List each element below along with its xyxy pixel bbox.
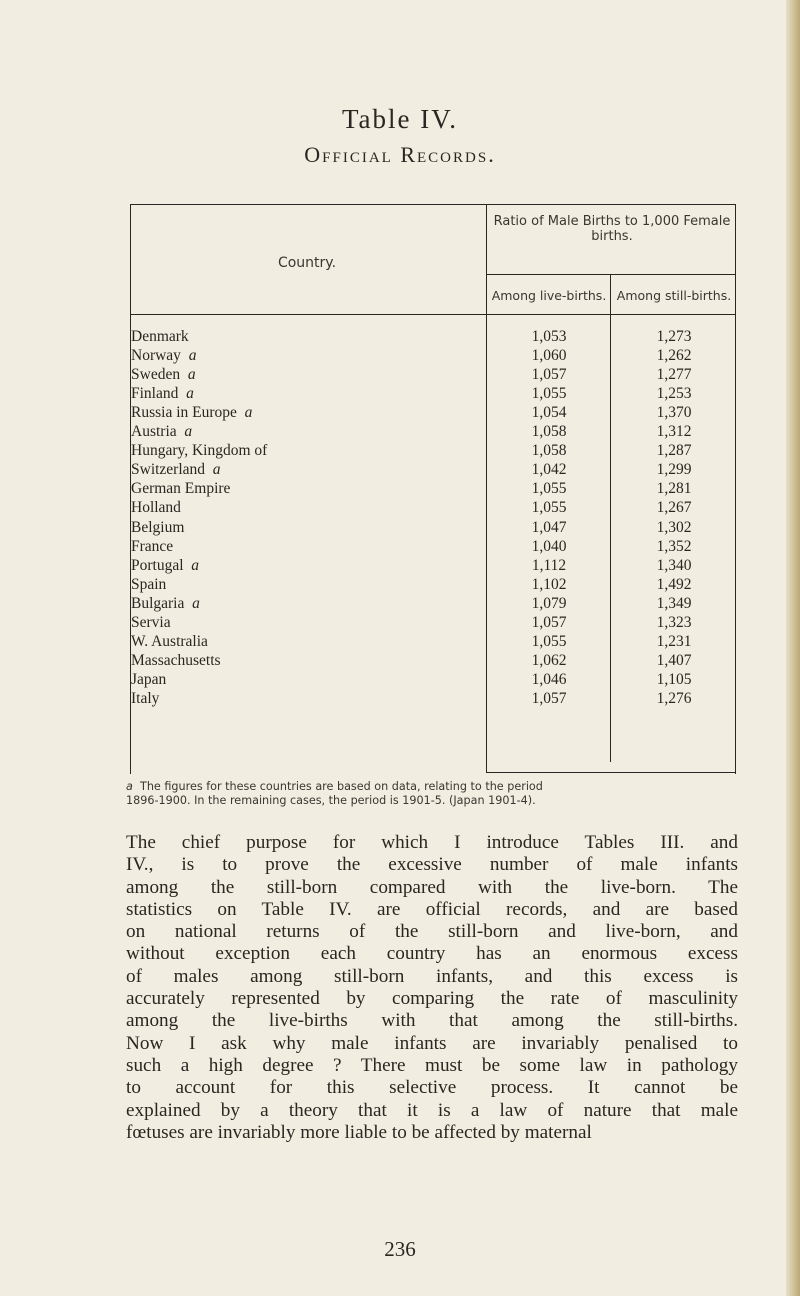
live-births-cell: 1,055 — [531, 480, 567, 498]
footnote-marker: a — [186, 385, 194, 403]
still-births-cell: 1,349 — [656, 594, 692, 612]
still-births-cell: 1,267 — [656, 499, 692, 517]
table-row — [128, 671, 736, 688]
country-cell — [131, 633, 208, 651]
page-spine-shadow — [786, 0, 800, 1296]
country-cell — [131, 652, 221, 670]
header-country: Country. — [277, 255, 337, 271]
country-cell — [131, 690, 159, 708]
still-births-cell: 1,370 — [656, 404, 692, 422]
still-births-cell: 1,299 — [656, 461, 692, 479]
table-row — [128, 423, 736, 440]
live-births-cell: 1,057 — [531, 613, 567, 631]
live-births-cell: 1,057 — [531, 689, 567, 707]
body-line: to account for this selective process. It cannot be — [126, 1077, 738, 1099]
still-births-cell: 1,302 — [656, 518, 692, 536]
body-line: statistics on Table IV. are official records, and are based — [126, 898, 738, 920]
live-births-cell: 1,112 — [531, 556, 567, 574]
country-cell — [131, 366, 196, 384]
header-live-births: Among live-births. — [491, 288, 607, 303]
country-cell — [131, 385, 194, 403]
body-line: fœtuses are invariably more liable to be affected by maternal — [126, 1121, 592, 1143]
body-line: of males among still-born infants, and this excess is — [126, 965, 738, 987]
country-cell — [131, 328, 189, 346]
country-name: Japan — [131, 670, 167, 688]
body-line: among the still-born compared with the live-born. The — [126, 876, 738, 898]
still-births-cell: 1,273 — [656, 328, 692, 345]
country-cell — [131, 480, 230, 498]
country-cell — [131, 538, 173, 556]
still-births-cell: 1,492 — [656, 575, 692, 593]
body-line: explained by a theory that it is a law of nature that male — [126, 1099, 738, 1121]
subheader-rule — [486, 274, 736, 275]
table-row — [128, 480, 736, 497]
country-name: Switzerland — [131, 461, 206, 479]
country-cell — [131, 461, 221, 479]
country-name: Hungary, Kingdom of — [131, 442, 268, 460]
country-name: Italy — [131, 689, 160, 707]
table-row — [128, 595, 736, 612]
country-name: Servia — [131, 613, 171, 631]
footnote-marker: a — [212, 461, 221, 479]
still-births-cell: 1,253 — [656, 385, 692, 403]
live-births-cell: 1,102 — [531, 575, 567, 593]
country-cell — [131, 347, 196, 365]
table-row — [128, 442, 736, 459]
table-row — [128, 633, 736, 650]
country-name: W. Australia — [131, 632, 208, 650]
live-births-cell: 1,040 — [531, 537, 567, 555]
country-name: Austria — [131, 423, 177, 441]
country-name: Spain — [131, 575, 167, 593]
still-births-cell: 1,276 — [656, 689, 692, 707]
table-row — [128, 576, 736, 593]
country-name: Massachusetts — [131, 651, 221, 669]
country-cell — [131, 442, 267, 460]
body-line: accurately represented by comparing the rate of masculinity — [126, 988, 738, 1010]
live-births-cell: 1,058 — [531, 423, 567, 441]
header-bottom-rule — [130, 314, 736, 315]
body-line: without exception each country has an enormous excess — [126, 943, 738, 965]
header-ratio-group: Ratio of Male Births to 1,000 Female births. — [493, 214, 731, 244]
country-cell — [131, 519, 184, 537]
country-cell — [131, 595, 200, 613]
table-row — [128, 557, 736, 574]
footnote-marker: a — [244, 404, 253, 422]
live-births-cell: 1,060 — [531, 347, 567, 365]
live-births-cell: 1,079 — [531, 594, 567, 612]
footnote-text-1: The figures for these countries are based on data, relating to the period — [139, 780, 543, 793]
body-line: among the live-births with that among the still-births. — [126, 1010, 738, 1032]
body-line: on national returns of the still-born and live-born, and — [126, 921, 738, 943]
table-title: Table IV. — [341, 104, 459, 134]
body-paragraph — [126, 832, 738, 1144]
live-births-cell: 1,055 — [531, 499, 567, 517]
country-cell — [131, 614, 171, 632]
table-subtitle: Official Records. — [304, 142, 496, 167]
footnote-line-1 — [126, 780, 746, 794]
footnote-mark: a — [126, 780, 133, 793]
live-births-cell: 1,055 — [531, 632, 567, 650]
table-row — [128, 461, 736, 478]
table-row — [128, 690, 736, 707]
table-bottom-rule — [486, 772, 736, 773]
country-name: Belgium — [131, 518, 185, 536]
country-name: Portugal — [131, 556, 184, 574]
table-top-rule — [130, 204, 736, 205]
table-row — [128, 538, 736, 555]
country-name: France — [131, 537, 174, 555]
country-name: Sweden — [131, 366, 181, 384]
page-number: 236 — [384, 1237, 416, 1261]
live-births-cell: 1,042 — [531, 461, 567, 479]
country-name: Norway — [131, 347, 181, 365]
live-births-cell: 1,047 — [531, 518, 567, 536]
footnote — [126, 780, 746, 807]
still-births-cell: 1,231 — [656, 632, 692, 650]
table-row — [128, 519, 736, 536]
still-births-cell: 1,262 — [656, 347, 692, 365]
body-line: The chief purpose for which I introduce Tables III. and — [126, 832, 738, 853]
live-births-cell: 1,058 — [531, 442, 567, 460]
live-births-cell: 1,054 — [531, 404, 567, 422]
still-births-cell: 1,277 — [656, 366, 692, 384]
live-births-cell: 1,062 — [531, 651, 567, 669]
country-cell — [131, 404, 252, 422]
still-births-cell: 1,287 — [656, 442, 692, 460]
country-name: Holland — [131, 499, 181, 517]
footnote-marker: a — [184, 423, 193, 441]
still-births-cell: 1,407 — [656, 651, 692, 669]
table-row — [128, 499, 736, 516]
live-births-cell: 1,057 — [531, 366, 567, 384]
table-row — [128, 652, 736, 669]
country-cell — [131, 557, 199, 575]
table-row — [128, 347, 736, 364]
table-row — [128, 404, 736, 421]
live-births-cell: 1,053 — [531, 328, 567, 345]
country-cell — [131, 499, 181, 517]
country-name: German Empire — [131, 480, 231, 498]
country-name: Denmark — [131, 328, 189, 345]
footnote-marker: a — [192, 594, 200, 612]
footnote-marker: a — [187, 366, 196, 384]
table-row — [128, 366, 736, 383]
country-cell — [131, 671, 166, 689]
body-line: IV., is to prove the excessive number of male infants — [126, 854, 738, 876]
live-births-cell: 1,055 — [531, 385, 567, 403]
footnote-marker: a — [188, 347, 197, 365]
footnote-marker: a — [191, 556, 200, 574]
table-row — [128, 385, 736, 402]
table-row — [128, 328, 736, 345]
live-births-cell: 1,046 — [531, 670, 567, 688]
still-births-cell: 1,312 — [656, 423, 692, 441]
country-name: Bulgaria — [131, 594, 185, 612]
records-table — [128, 204, 736, 774]
body-line: such a high degree ? There must be some law in pathology — [126, 1054, 738, 1076]
country-cell — [131, 576, 166, 594]
still-births-cell: 1,323 — [656, 613, 692, 631]
country-name: Finland — [131, 385, 179, 403]
still-births-cell: 1,281 — [656, 480, 692, 498]
still-births-cell: 1,352 — [656, 537, 692, 555]
still-births-cell: 1,105 — [656, 670, 692, 688]
still-births-cell: 1,340 — [656, 556, 692, 574]
table-row — [128, 614, 736, 631]
country-cell — [131, 423, 192, 441]
country-name: Russia in Europe — [131, 404, 237, 422]
header-still-births: Among still-births. — [616, 288, 732, 303]
body-line: Now I ask why male infants are invariably penalised to — [126, 1032, 738, 1054]
footnote-line-2: 1896-1900. In the remaining cases, the period is 1901-5. (Japan 1901-4). — [126, 793, 536, 807]
